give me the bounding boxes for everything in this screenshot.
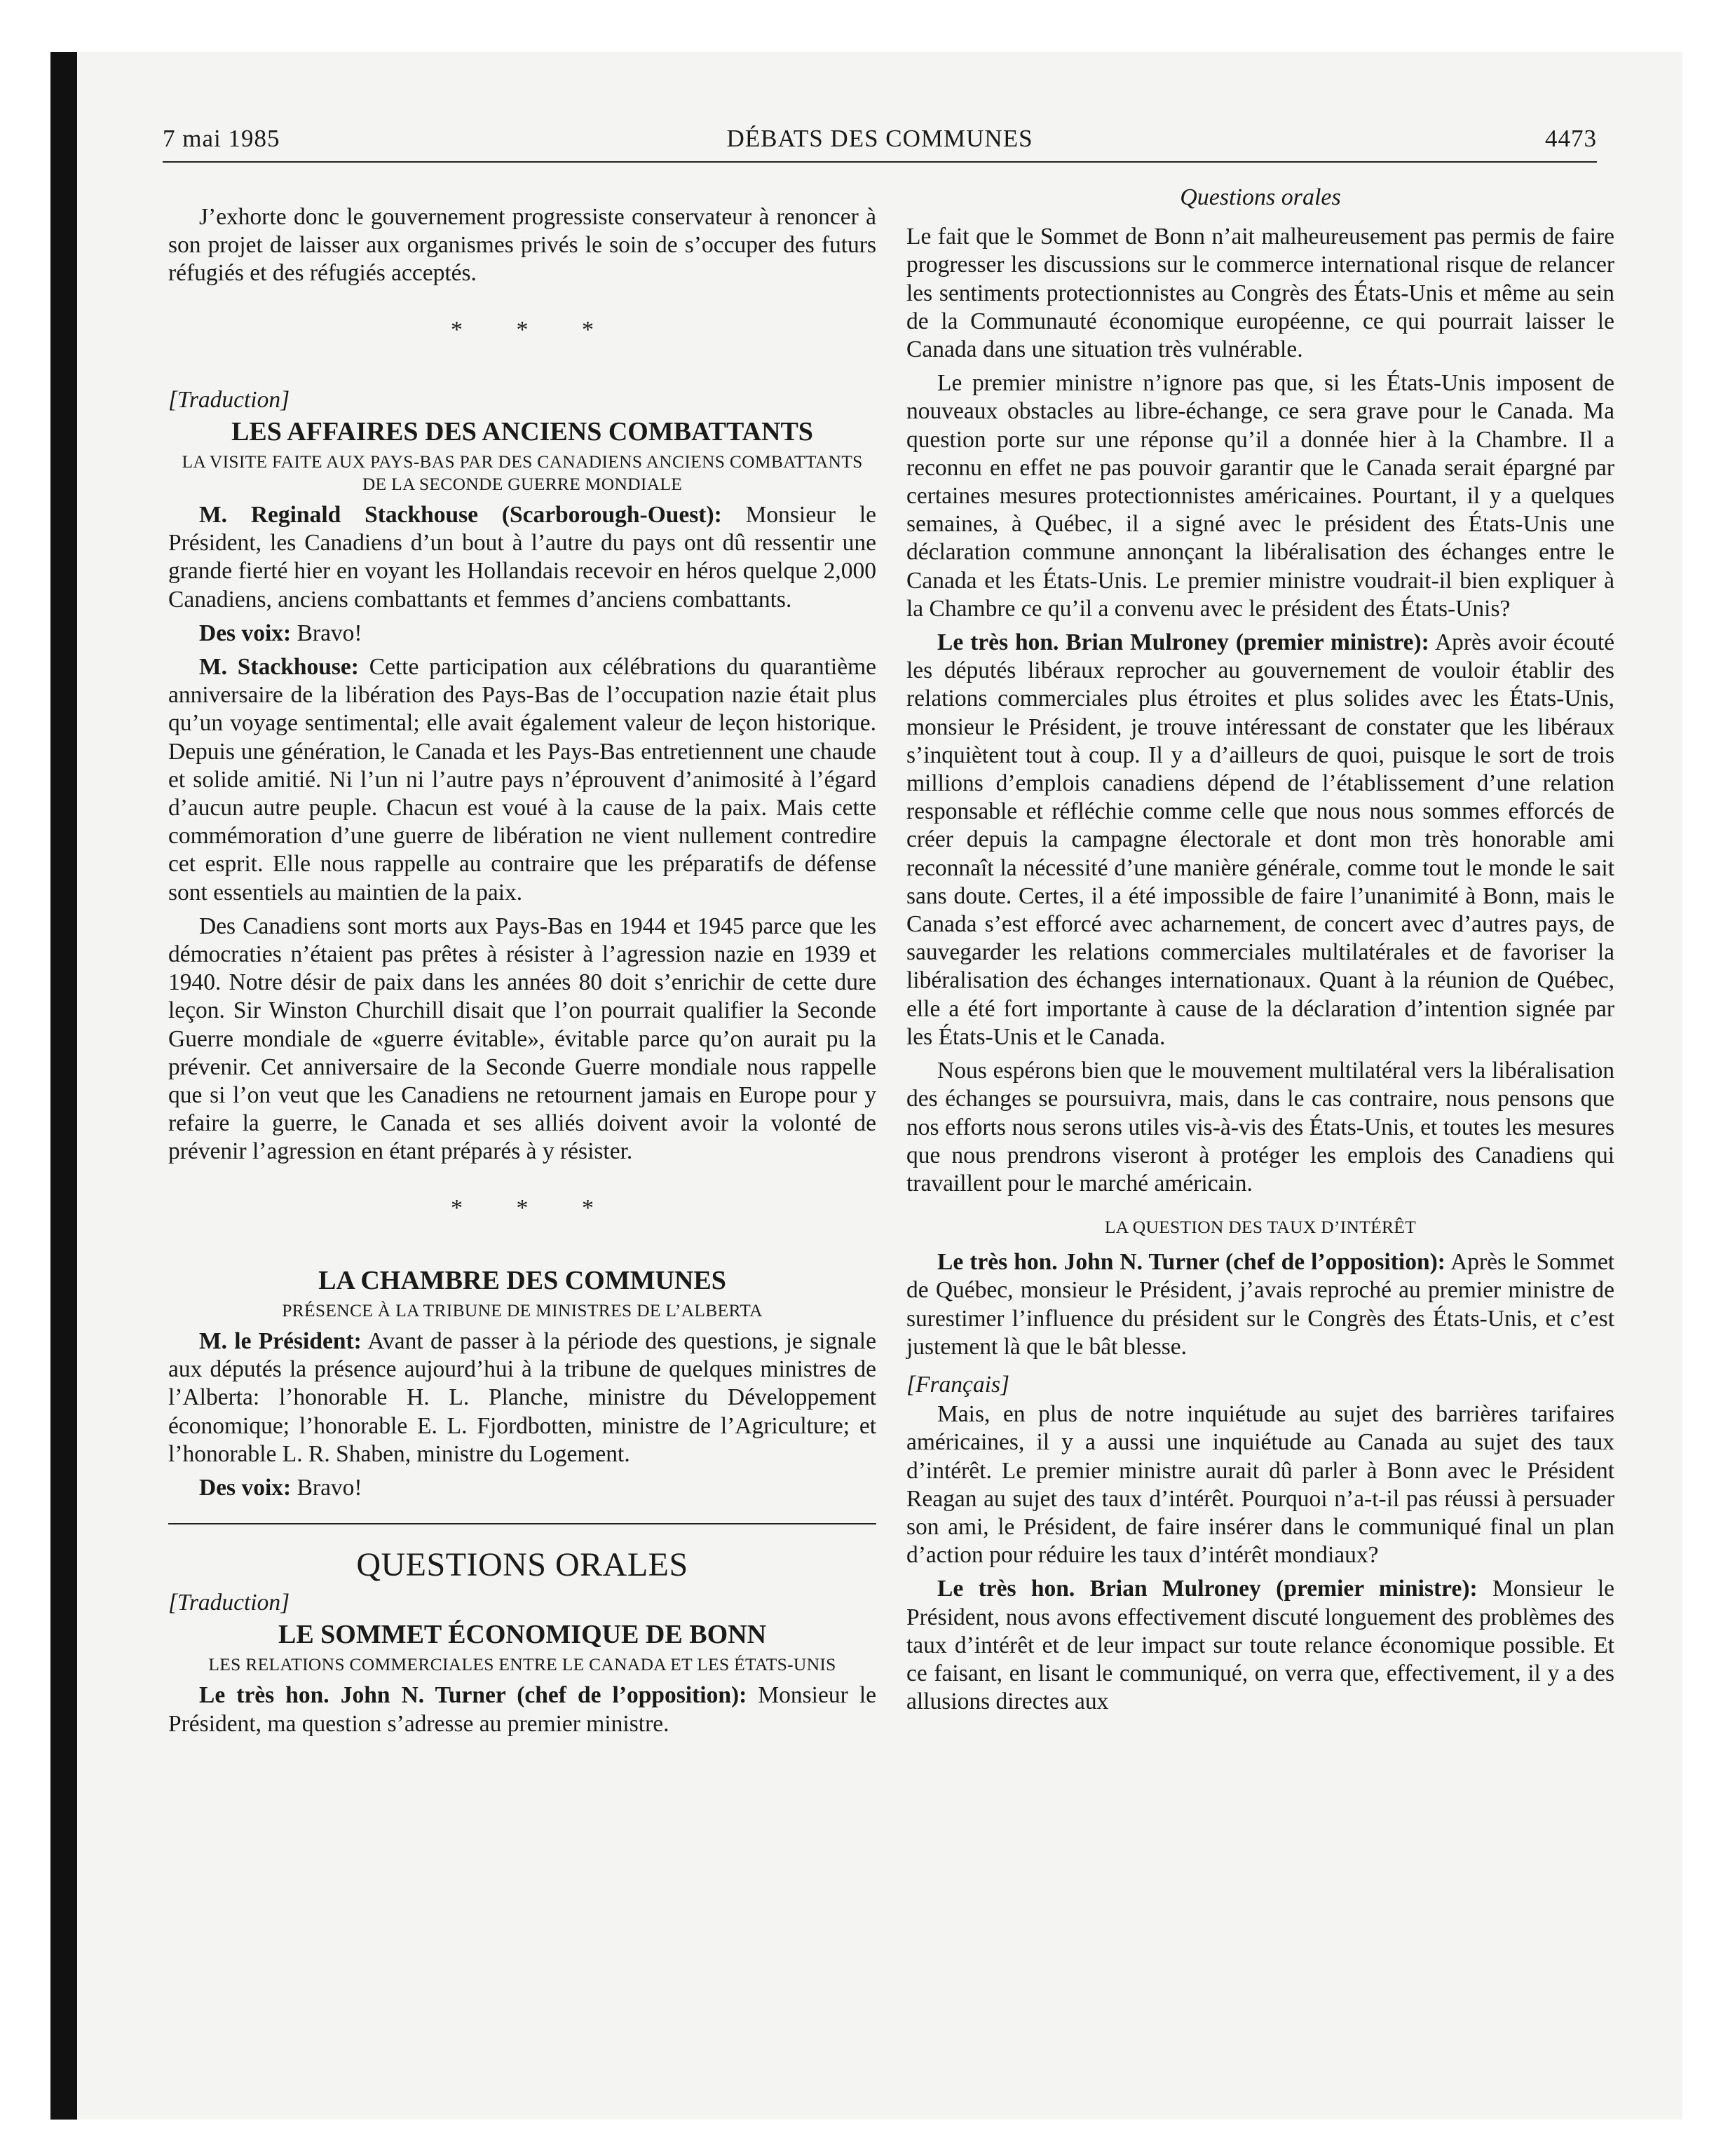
speech (906, 1248, 1614, 1361)
separator-stars: * * * (451, 316, 618, 343)
section-divider (168, 1523, 876, 1524)
speaker-name: Le très hon. Brian Mulroney (premier ministre): (937, 1576, 1478, 1602)
language-tag: [Français] (906, 1371, 1010, 1398)
speech (906, 629, 1614, 1051)
speech-text: Avant de passer à la période des questions, je signale aux députés la présence aujourd’hui à la tribune de quelques ministres de l’Alberta: l’honorable H. L. Planche, ministre du Développement économique; l’honorable E. L. Fjordbotten, ministre de l’Agriculture; et l’honorable L. R. Shaben, ministre du Logement. (168, 1328, 876, 1467)
speech-text: Après le Sommet de Québec, monsieur le Président, j’avais reproché au premier ministre de surestimer l’influence du président sur le Congrès des États-Unis, et c’est justement là que le bât blesse. (906, 1249, 1614, 1360)
speaker-name: M. Stackhouse: (199, 654, 359, 681)
speaker-name: Des voix: (199, 1474, 292, 1501)
header-page-number: 4473 (1545, 125, 1597, 152)
speaker-name: Le très hon. Brian Mulroney (premier ministre): (937, 629, 1429, 656)
section-subheading: LA QUESTION DES TAUX D’INTÉRÊT (1104, 1217, 1417, 1238)
speech (168, 653, 876, 907)
section-heading: LA CHAMBRE DES COMMUNES (318, 1265, 726, 1295)
paragraph: Le fait que le Sommet de Bonn n’ait malheureusement pas permis de faire progresser les discussions sur le commerce international risque de relancer les sentiments protectionnistes au Congrès des États-Unis et même au sein de la Communauté économique européenne, ce qui pourrait laisser le Canada dans une situation très vulnérable. (906, 224, 1614, 363)
header-title: DÉBATS DES COMMUNES (726, 125, 1033, 152)
section-heading: LES AFFAIRES DES ANCIENS COMBATTANTS (231, 417, 813, 447)
speech-text: Monsieur le Président, nous avons effectivement discuté longuement des problèmes des taux d’intérêt et de leur impact sur toute relance économique possible. Et ce faisant, en lisant le communiqué, on verra que, effectivement, il y a des allusions directes aux (906, 1576, 1614, 1715)
separator-stars: * * * (451, 1194, 618, 1221)
paragraph: Le premier ministre n’ignore pas que, si les États-Unis imposent de nouveaux obstacles au libre-échange, ce sera grave pour le Canada. Ma question porte sur une réponse qu’il a donnée hier à la Chambre. Il a reconnu en effet ne pas pouvoir garantir que le Canada serait épargné par certaines mesures protectionnistes américaines. Pourtant, il y a quelques semaines, à Québec, il a signé avec le président des États-Unis une déclaration commune annonçant la libéralisation des échanges entre le Canada et les États-Unis. Le premier ministre voudrait-il bien expliquer à la Chambre ce qu’il a convenu avec le président des États-Unis? (906, 370, 1614, 622)
header-date: 7 mai 1985 (163, 125, 280, 152)
translation-tag: [Traduction] (168, 1590, 290, 1616)
section-subheading: PRÉSENCE À LA TRIBUNE DE MINISTRES DE L’ALBERTA (282, 1299, 763, 1321)
speech (906, 1575, 1614, 1716)
running-head: Questions orales (1180, 184, 1341, 210)
left-column (168, 203, 876, 1744)
header-rule (163, 161, 1597, 163)
intro-paragraph: J’exhorte donc le gouvernement progressiste conservateur à renoncer à son projet de laisser aux organismes privés le soin de s’occuper des futurs réfugiés et des réfugiés acceptés. (168, 204, 876, 287)
speech-text: Monsieur le Président, les Canadiens d’un bout à l’autre du pays ont dû ressentir une grande fierté hier en voyant les Hollandais recevoir en héros quelque 2,000 Canadiens, anciens combattants et femmes d’anciens combattants. (168, 502, 876, 613)
section-heading: LE SOMMET ÉCONOMIQUE DE BONN (278, 1620, 767, 1650)
speech (168, 1328, 876, 1468)
speech-text: Monsieur le Président, ma question s’adresse au premier ministre. (168, 1682, 876, 1737)
speech (168, 1681, 876, 1738)
speaker-name: M. Reginald Stackhouse (Scarborough-Ouest): (199, 502, 722, 528)
speech-continuation: Des Canadiens sont morts aux Pays-Bas en 1944 et 1945 parce que les démocraties n’étaient pas prêtes à résister à l’agression nazie en 1939 et 1940. Notre désir de paix dans les années 80 doit s’enrichir de cette dure leçon. Sir Winston Churchill disait que l’on pourrait qualifier la Seconde Guerre mondiale de «guerre évitable», évitable parce qu’on aurait pu la prévenir. Cet anniversaire de la Seconde Guerre mondiale nous rappelle que si l’on veut que les Canadiens ne retournent jamais en Europe pour y refaire la guerre, le Canada et ses alliés doivent avoir la volonté de prévenir l’agression en étant préparés à y résister. (168, 913, 876, 1165)
speech-continuation: Mais, en plus de notre inquiétude au sujet des barrières tarifaires américaines, il y a aussi une inquiétude au Canada au sujet des taux d’intérêt. Le premier ministre aurait dû parler à Bonn avec le Président Reagan au sujet des taux d’intérêt. Pourquoi n’a-t-il pas réussi à persuader son ami, le Président, de faire insérer dans le communiqué final un plan d’action pour réduire les taux d’intérêt mondiaux? (906, 1401, 1614, 1569)
speech-text: Cette participation aux célébrations du quarantième anniversaire de la libération des Pays-Bas de l’occupation nazie était plus qu’un voyage sentimental; elle avait également valeur de leçon historique. Depuis une génération, le Canada et les Pays-Bas entretiennent une chaude et solide amitié. Ni l’un ni l’autre pays n’éprouvent d’animosité à l’égard d’aucun autre peuple. Chacun est voué à la cause de la paix. Mais cette commémoration d’une guerre de libération ne vient nullement contredire cet esprit. Elle nous rappelle au contraire que les préparatifs de défense sont essentiels au maintien de la paix. (168, 654, 877, 906)
speech (168, 501, 876, 614)
section-subheading: LA VISITE FAITE AUX PAYS-BAS PAR DES CANADIENS ANCIENS COMBATTANTS DE LA SECONDE GUERRE MONDIALE (182, 451, 863, 495)
section-subheading: LES RELATIONS COMMERCIALES ENTRE LE CANADA ET LES ÉTATS-UNIS (208, 1654, 836, 1675)
speaker-name: M. le Président: (199, 1328, 362, 1354)
right-column (906, 184, 1614, 1721)
page-header (163, 125, 1597, 161)
speech-text: Après avoir écouté les députés libéraux reprocher au gouvernement de vouloir établir des relations commerciales plus étroites et plus solides avec les États-Unis, monsieur le Président, je trouve intéressant de constater que les libéraux s’inquiètent tout à coup. Il y a d’ailleurs de quoi, puisque le sort de trois millions d’emplois canadiens dépend de l’établissement d’une relation responsable et réfléchie comme celle que nous nous sommes efforcés de créer depuis la campagne électorale et dont mon très honorable ami reconnaît la nécessité d’une manière générale, comme tout le monde le sait sans doute. Certes, il a été impossible de faire l’unanimité à Bonn, mais le Canada s’est efforcé avec acharnement, de concert avec d’autres pays, de sauvegarder les relations commerciales multilatérales et de favoriser la libéralisation des échanges internationaux. Quant à la réunion de Québec, elle a été fort importante à cause de la déclaration d’intention signée par les États-Unis et le Canada. (906, 629, 1614, 1050)
translation-tag: [Traduction] (168, 386, 290, 413)
scan-edge (50, 52, 77, 2120)
speech-text: Bravo! (297, 620, 362, 646)
interjection (168, 1474, 876, 1502)
speaker-name: Des voix: (199, 620, 292, 646)
speech-continuation: Nous espérons bien que le mouvement multilatéral vers la libéralisation des échanges se poursuivra, mais, dans le cas contraire, nous pensons que nos efforts nous serons utiles vis-à-vis des États-Unis, et toutes les mesures que nous prendrons viseront à protéger les emplois des Canadiens qui travaillent pour le marché américain. (906, 1058, 1614, 1196)
interjection (168, 620, 876, 648)
speaker-name: Le très hon. John N. Turner (chef de l’opposition): (199, 1682, 747, 1709)
speaker-name: Le très hon. John N. Turner (chef de l’opposition): (937, 1249, 1445, 1276)
major-heading: QUESTIONS ORALES (356, 1546, 688, 1584)
speech-text: Bravo! (297, 1474, 362, 1501)
